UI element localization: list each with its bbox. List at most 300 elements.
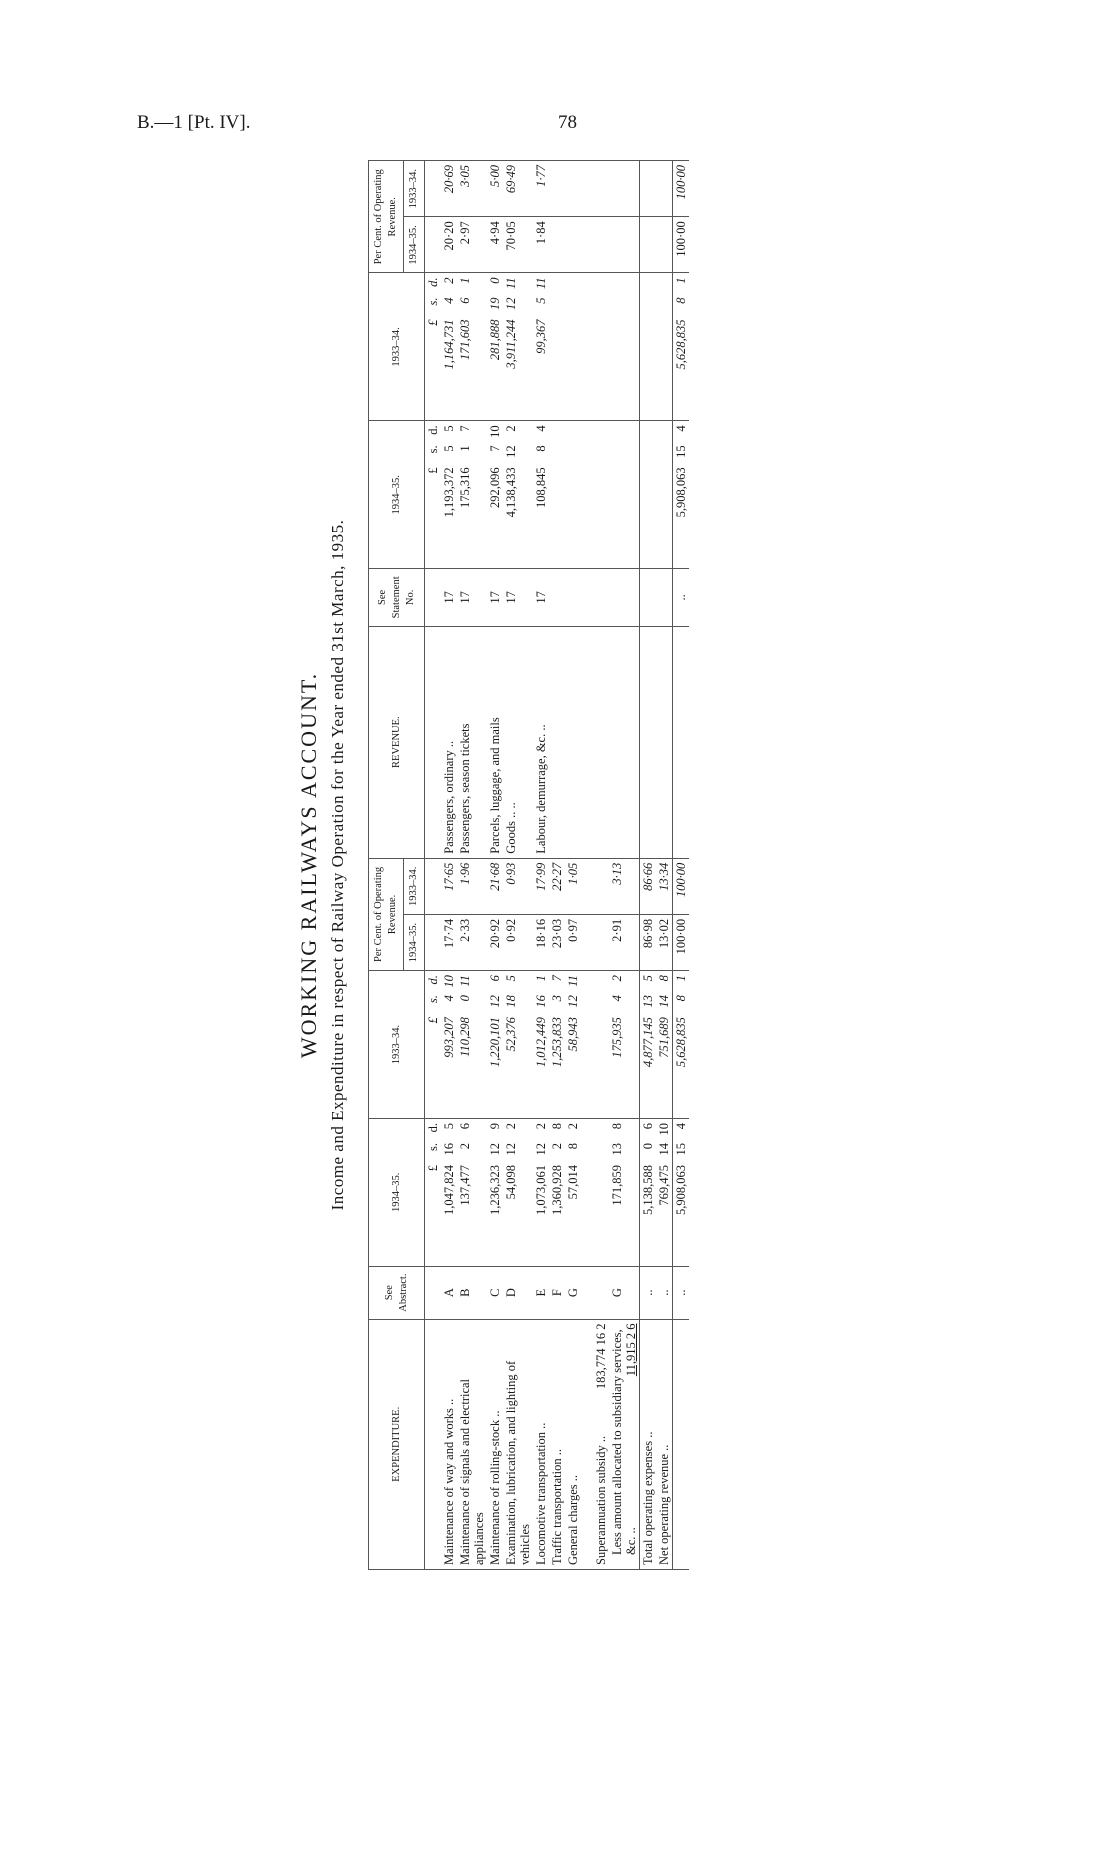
pence: 6 (641, 1122, 655, 1130)
pence: 5 (442, 425, 456, 432)
revenue-label (565, 626, 581, 858)
superannuation-row (593, 161, 609, 1570)
pounds: 3,911,244 (504, 319, 518, 369)
abstract-ref: A (441, 1266, 457, 1319)
shillings: 1 (458, 445, 472, 452)
see-statement-header: See Statement No. (369, 569, 425, 626)
rev-pct-1934-35 (549, 217, 565, 273)
exp-pct-1933-34: 17·99 (533, 858, 549, 914)
abstract-ref: .. (673, 1266, 690, 1319)
pence: 11 (504, 277, 518, 290)
blank-cell (640, 217, 657, 273)
expenditure-label: Maintenance of way and works .. (441, 1319, 457, 1569)
exp-amount-1933-34 (640, 971, 657, 1119)
shillings: 14 (657, 995, 671, 1008)
exp-amount-1934-35 (609, 1118, 640, 1266)
pounds: 751,689 (657, 1017, 671, 1058)
table-row (549, 161, 565, 1570)
pounds: 110,298 (458, 1017, 472, 1057)
inner-amount: 183,774 16 2 (594, 1323, 608, 1390)
blank-cell (581, 914, 593, 970)
shillings: 4 (442, 995, 456, 1002)
blank-cell (581, 217, 593, 273)
shillings: 6 (458, 297, 472, 304)
rev-pct-1934-35-header: 1934–35. (404, 217, 425, 273)
blank-cell (593, 626, 609, 858)
exp-amount-1934-35 (640, 1118, 657, 1266)
exp-pct-1934-35: 2·33 (457, 914, 487, 970)
blank-cell (425, 626, 442, 858)
pounds: 1,012,449 (534, 1017, 548, 1068)
shillings: 4 (610, 995, 624, 1002)
rev-amount-1933-34 (441, 273, 457, 421)
totals-label: Net operating revenue .. (656, 1319, 673, 1569)
rev-pct-total-1934-35: 100·00 (673, 217, 690, 273)
pounds: 1,193,372 (442, 467, 456, 518)
page-header-reference: B.—1 [Pt. IV]. (137, 112, 251, 133)
abstract-ref: G (609, 1266, 640, 1319)
pence: 10 (442, 975, 456, 988)
blank-cell (581, 273, 593, 421)
statement-ref: 17 (487, 569, 503, 626)
rev-amount-1933-34 (549, 273, 565, 421)
revenue-label: Passengers, ordinary .. (441, 626, 457, 858)
pence: 11 (534, 277, 548, 290)
totals-row (640, 161, 657, 1570)
pence: 1 (458, 277, 472, 284)
pounds: 171,859 (610, 1164, 624, 1206)
exp-amount-1933-34 (565, 971, 581, 1119)
pounds: 1,360,928 (550, 1164, 564, 1215)
blank-cell (640, 421, 657, 569)
statement-ref: 17 (441, 569, 457, 626)
shillings: 14 (657, 1142, 671, 1156)
pounds: 175,316 (458, 467, 472, 508)
blank-cell (609, 421, 640, 569)
shillings: s. (426, 995, 440, 1004)
pence: 6 (488, 975, 502, 982)
shillings: s. (426, 1142, 440, 1151)
statement-ref: 17 (503, 569, 533, 626)
expenditure-label: Traffic transportation .. (549, 1319, 565, 1569)
statement-ref: 17 (457, 569, 487, 626)
blank-cell (673, 626, 690, 858)
exp-pct-1934-35: 13·02 (656, 914, 673, 970)
pence: d. (426, 277, 440, 287)
exp-amount-1934-35 (549, 1118, 565, 1266)
rev-pct-1934-35: 4·94 (487, 217, 503, 273)
pounds: 5,908,063 (674, 467, 688, 518)
rev-amount-1933-34 (533, 273, 549, 421)
pence: 4 (534, 425, 548, 432)
pence: 7 (550, 975, 564, 982)
label-text: Superannuation subsidy .. (594, 1435, 608, 1565)
abstract-ref: F (549, 1266, 565, 1319)
pounds: 175,935 (610, 1017, 624, 1058)
pounds: 1,253,833 (550, 1017, 564, 1068)
exp-amount-1934-35 (457, 1118, 487, 1266)
expenditure-header: EXPENDITURE. (369, 1319, 425, 1569)
pence: 11 (566, 975, 580, 987)
rev-amount-1934-35 (457, 421, 487, 569)
abstract-ref: G (565, 1266, 581, 1319)
shillings: 8 (566, 1142, 580, 1150)
statement-ref (565, 569, 581, 626)
pence: 7 (458, 425, 472, 432)
rev-pct-1934-35: 1·84 (533, 217, 549, 273)
blank-cell (581, 1266, 593, 1319)
rev-pct-1933-34: 3·05 (457, 161, 487, 217)
pence: 8 (610, 1122, 624, 1130)
pounds: 993,207 (442, 1017, 456, 1058)
blank-cell (656, 626, 673, 858)
blank-cell (425, 858, 442, 914)
page-number: 78 (558, 112, 577, 133)
exp-pct-1933-34: 0·93 (503, 858, 533, 914)
rev-pct-1933-34: 1·77 (533, 161, 549, 217)
blank-cell (593, 421, 609, 569)
pounds: 5,908,063 (674, 1164, 688, 1215)
pence: d. (426, 975, 440, 985)
rev-pct-1934-35: 70·05 (503, 217, 533, 273)
statement-ref: 17 (533, 569, 549, 626)
abstract-ref: C (487, 1266, 503, 1319)
revenue-label (549, 626, 565, 858)
blank-cell (593, 569, 609, 626)
pounds: 5,628,835 (674, 1017, 688, 1068)
rev-amount-1934-35 (487, 421, 503, 569)
exp-amount-1933-34 (656, 971, 673, 1119)
less-allocated-label (609, 1319, 640, 1569)
shillings: s. (426, 445, 440, 454)
superannuation-label (593, 1319, 609, 1569)
rev-amount-1933-34 (565, 273, 581, 421)
exp-pct-total-1933-34: 100·00 (673, 858, 690, 914)
shillings: 0 (458, 995, 472, 1002)
blank-cell (593, 273, 609, 421)
shillings: 5 (442, 445, 456, 452)
blank-cell (593, 161, 609, 217)
rev-pct-1934-35: 2·97 (457, 217, 487, 273)
table-row (441, 161, 457, 1570)
exp-pct-1934-35: 0·97 (565, 914, 581, 970)
pounds: 5,628,835 (674, 319, 688, 370)
blank-cell (425, 569, 442, 626)
table-row (487, 161, 503, 1570)
inner-amount: 11,915 2 6 (624, 1323, 638, 1377)
shillings: s. (426, 297, 440, 306)
pounds: 292,096 (488, 467, 502, 508)
rev-1934-35-header: 1934–35. (369, 421, 425, 569)
pence: 1 (674, 975, 688, 982)
rev-pct-1933-34: 69·49 (503, 161, 533, 217)
blank-cell (656, 569, 673, 626)
shillings: 18 (504, 995, 518, 1008)
blank-cell (581, 421, 593, 569)
rev-amount-1934-35 (503, 421, 533, 569)
exp-grand-total-1934-35 (673, 1118, 690, 1266)
blank-cell (581, 161, 593, 217)
exp-pct-1933-34: 3·13 (609, 858, 640, 914)
blank-cell (593, 858, 609, 914)
pounds: £ (426, 319, 440, 326)
pence: 8 (657, 975, 671, 982)
blank-cell (425, 217, 442, 273)
exp-amount-1934-35 (656, 1118, 673, 1266)
blank-cell (609, 569, 640, 626)
revenue-label: Goods .. .. (503, 626, 533, 858)
table-row (457, 161, 487, 1570)
rev-pct-1933-34 (549, 161, 565, 217)
pence: 2 (610, 975, 624, 982)
exp-pct-total-1934-35: 100·00 (673, 914, 690, 970)
rev-grand-total-1934-35 (673, 421, 690, 569)
shillings: 12 (566, 995, 580, 1008)
exp-pct-1934-35: 86·98 (640, 914, 657, 970)
shillings: 16 (442, 1142, 456, 1156)
shillings: 0 (641, 1142, 655, 1150)
pence: 10 (657, 1122, 671, 1136)
blank-cell (609, 273, 640, 421)
units-exp-b (425, 971, 442, 1119)
exp-amount-1933-34 (441, 971, 457, 1119)
revenue-label: Labour, demurrage, &c. .. (533, 626, 549, 858)
rev-amount-1934-35 (533, 421, 549, 569)
exp-pct-1933-34-header: 1933–34. (404, 858, 425, 914)
blank-cell (593, 914, 609, 970)
exp-1933-34-header: 1933–34. (369, 971, 425, 1119)
shillings: 12 (504, 1142, 518, 1156)
statement-ref: .. (673, 569, 690, 626)
superannuation-net-row (609, 161, 640, 1570)
pounds: £ (426, 467, 440, 474)
shillings: 12 (534, 1142, 548, 1156)
pounds: 54,098 (504, 1164, 518, 1200)
rev-amount-1934-35 (549, 421, 565, 569)
shillings: 13 (641, 995, 655, 1008)
statement-ref (549, 569, 565, 626)
exp-amount-1934-35 (565, 1118, 581, 1266)
exp-amount-1933-34 (503, 971, 533, 1119)
rev-pct-total-1933-34: 100·00 (673, 161, 690, 217)
pence: 2 (566, 1122, 580, 1130)
pence: 9 (488, 1122, 502, 1130)
shillings: 16 (534, 995, 548, 1008)
table-row (503, 161, 533, 1570)
exp-grand-total-1933-34 (673, 971, 690, 1119)
pounds: 5,138,588 (641, 1164, 655, 1215)
blank-cell (593, 1266, 609, 1319)
shillings: 8 (674, 995, 688, 1002)
revenue-header: REVENUE. (369, 626, 425, 858)
blank-cell (425, 1266, 442, 1319)
abstract-ref: .. (656, 1266, 673, 1319)
shillings: 12 (488, 1142, 502, 1156)
pence: 1 (674, 277, 688, 284)
pence: 2 (534, 1122, 548, 1130)
exp-amount-1933-34 (549, 971, 565, 1119)
rotated-account-block (296, 160, 846, 1570)
shillings: 2 (458, 1142, 472, 1150)
shillings: 12 (488, 995, 502, 1008)
blank-cell (425, 914, 442, 970)
blank-cell (425, 1319, 442, 1569)
spacer-row (581, 161, 593, 1570)
pounds: 1,236,323 (488, 1164, 502, 1215)
pounds: 4,138,433 (504, 467, 518, 518)
pounds: 171,603 (458, 319, 472, 361)
pence: 11 (458, 975, 472, 987)
rev-pct-1934-35: 20·20 (441, 217, 457, 273)
expenditure-label: Examination, lubrication, and lighting of vehicles (503, 1319, 533, 1569)
grand-total-row (673, 161, 690, 1570)
rev-percent-header: Per Cent. of Operating Revenue. (369, 161, 404, 274)
shillings: 2 (550, 1142, 564, 1150)
blank-cell (609, 217, 640, 273)
pence: 2 (442, 277, 456, 284)
blank-cell (656, 161, 673, 217)
pounds: 1,047,824 (442, 1164, 456, 1215)
revenue-label: Passengers, season tickets (457, 626, 487, 858)
units-rev-b (425, 273, 442, 421)
blank-cell (656, 421, 673, 569)
exp-pct-1934-35: 20·92 (487, 914, 503, 970)
pence: 6 (458, 1122, 472, 1130)
blank-cell (581, 626, 593, 858)
pounds: 1,073,061 (534, 1164, 548, 1215)
exp-pct-1934-35: 0·92 (503, 914, 533, 970)
expenditure-label: Maintenance of rolling-stock .. (487, 1319, 503, 1569)
shillings: 3 (550, 995, 564, 1002)
rev-pct-1933-34: 20·69 (441, 161, 457, 217)
blank-cell (581, 971, 593, 1119)
blank-cell (581, 1118, 593, 1266)
rev-pct-1933-34: 5·00 (487, 161, 503, 217)
exp-amount-1934-35 (441, 1118, 457, 1266)
rev-amount-1933-34 (487, 273, 503, 421)
blank-cell (581, 858, 593, 914)
shillings: 4 (442, 297, 456, 304)
rev-amount-1933-34 (457, 273, 487, 421)
shillings: 8 (674, 297, 688, 304)
exp-pct-1934-35-header: 1934–35. (404, 914, 425, 970)
shillings: 15 (674, 1142, 688, 1156)
rev-grand-total-1933-34 (673, 273, 690, 421)
units-rev-a (425, 421, 442, 569)
blank-cell (593, 217, 609, 273)
pounds: 1,164,731 (442, 319, 456, 370)
exp-pct-1933-34: 1·05 (565, 858, 581, 914)
pence: 5 (442, 1122, 456, 1130)
abstract-ref: .. (640, 1266, 657, 1319)
rev-amount-1934-35 (441, 421, 457, 569)
units-row (425, 161, 442, 1570)
exp-pct-1933-34: 86·66 (640, 858, 657, 914)
units-exp-a (425, 1118, 442, 1266)
exp-pct-1933-34: 22·27 (549, 858, 565, 914)
rev-amount-1934-35 (565, 421, 581, 569)
pence: 4 (674, 1122, 688, 1130)
exp-1934-35-header: 1934–35. (369, 1118, 425, 1266)
table-row (565, 161, 581, 1570)
shillings: 12 (504, 297, 518, 310)
pence: 8 (550, 1122, 564, 1130)
pence: 5 (641, 975, 655, 982)
blank-cell (581, 569, 593, 626)
pounds: 4,877,145 (641, 1017, 655, 1068)
pence: 0 (488, 277, 502, 284)
blank-cell (673, 1319, 690, 1569)
blank-cell (609, 626, 640, 858)
expenditure-label: Locomotive transportation .. (533, 1319, 549, 1569)
pounds: 108,845 (534, 467, 548, 508)
pounds: 57,014 (566, 1164, 580, 1200)
rev-pct-1933-34 (565, 161, 581, 217)
pence: 1 (534, 975, 548, 982)
exp-amount-1934-35 (503, 1118, 533, 1266)
blank-cell (640, 273, 657, 421)
blank-cell (581, 1319, 593, 1569)
pence: 2 (504, 1122, 518, 1130)
pounds: 58,943 (566, 1017, 580, 1052)
pounds: 281,888 (488, 319, 502, 361)
blank-cell (640, 161, 657, 217)
label-text: Less amount allocated to subsidiary services, &c. .. (610, 1329, 638, 1555)
see-abstract-header: See Abstract. (369, 1266, 425, 1319)
expenditure-label: Maintenance of signals and electrical appliances (457, 1319, 487, 1569)
rev-1933-34-header: 1933–34. (369, 273, 425, 421)
pounds: 52,376 (504, 1017, 518, 1052)
blank-cell (640, 626, 657, 858)
expenditure-label: General charges .. (565, 1319, 581, 1569)
account-body (425, 161, 690, 1570)
shillings: 12 (504, 445, 518, 458)
pence: d. (426, 425, 440, 435)
pounds: 769,475 (657, 1164, 671, 1206)
pounds: £ (426, 1164, 440, 1172)
pence: 10 (488, 425, 502, 438)
exp-amount-1933-34 (533, 971, 549, 1119)
shillings: 19 (488, 297, 502, 310)
shillings: 5 (534, 297, 548, 304)
exp-percent-header: Per Cent. of Operating Revenue. (369, 858, 404, 970)
blank-cell (656, 273, 673, 421)
pounds: £ (426, 1017, 440, 1024)
exp-pct-1934-35: 23·03 (549, 914, 565, 970)
blank-cell (656, 217, 673, 273)
pounds: 99,367 (534, 319, 548, 354)
rev-pct-1934-35 (565, 217, 581, 273)
pence: 4 (674, 425, 688, 432)
shillings: 8 (534, 445, 548, 452)
account-title: WORKING RAILWAYS ACCOUNT. (296, 671, 321, 1059)
exp-pct-1933-34: 17·65 (441, 858, 457, 914)
income-expenditure-table (368, 160, 689, 1570)
abstract-ref: D (503, 1266, 533, 1319)
exp-pct-1933-34: 13·34 (656, 858, 673, 914)
pounds: 137,477 (458, 1164, 472, 1206)
exp-pct-1933-34: 21·68 (487, 858, 503, 914)
shillings: 13 (610, 1142, 624, 1156)
pounds: 1,220,101 (488, 1017, 502, 1068)
table-row (533, 161, 549, 1570)
rev-pct-1933-34-header: 1933–34. (404, 161, 425, 217)
blank-cell (593, 1118, 609, 1266)
account-subtitle: Income and Expenditure in respect of Railway Operation for the Year ended 31st March, 1935. (328, 519, 347, 1211)
pence: 2 (504, 425, 518, 432)
exp-amount-1933-34 (609, 971, 640, 1119)
pence: d. (426, 1122, 440, 1133)
